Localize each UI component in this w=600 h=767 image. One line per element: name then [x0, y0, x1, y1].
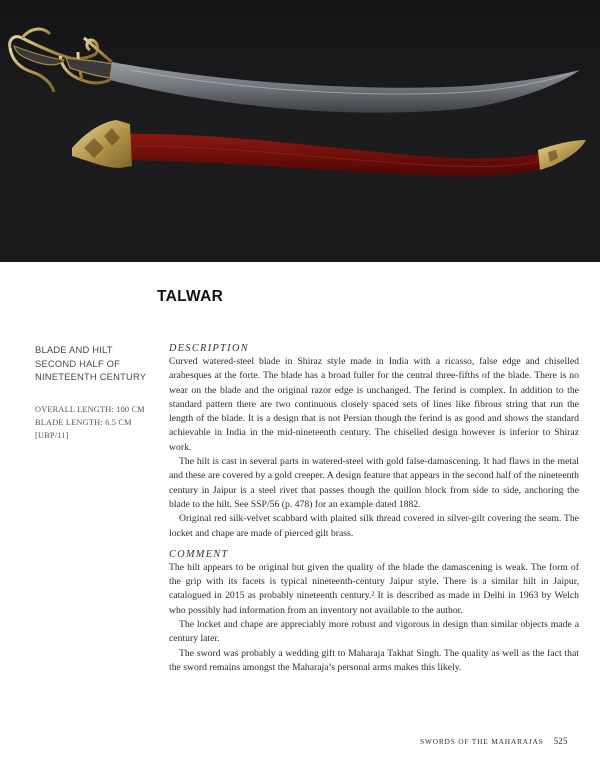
comment-paragraph: The locket and chape are appreciably more robust and vigorous in design than similar objects made a century later. [169, 619, 579, 645]
sidebar-date-heading [35, 343, 153, 384]
scabbard-locket [72, 120, 132, 168]
comment-paragraph: The sword was probably a wedding gift to Maharaja Takhat Singh. The quality as well as the fact that the sword remains amongst the Maharaja’s personal arms makes this likely. [169, 647, 579, 673]
running-head: SWORDS OF THE MAHARAJAS [420, 737, 544, 746]
description-label: DESCRIPTION [169, 343, 249, 354]
talwar-photograph [0, 0, 600, 262]
page-title: TALWAR [157, 288, 224, 305]
page-number: 525 [553, 736, 568, 746]
sidebar-heading-line: NINETEENTH CENTURY [35, 371, 147, 383]
scabbard-chape [538, 140, 586, 170]
comment-label: COMMENT [169, 548, 229, 560]
main-text [169, 343, 579, 675]
sidebar-heading-line: BLADE AND HILT [35, 344, 113, 355]
comment-paragraph: The hilt appears to be original but given the quality of the blade the damascening is weak. The form of the grip with its facets is typical nineteenth-century Jaipur style. There is a similar hilt in Jaipur, catalogued in 2015 as probably nineteenth century.² It is described as made in Delhi in 1963 by Welch who possibly had information from an inventory not available to the author. [169, 561, 579, 616]
blade-shape [110, 62, 580, 113]
blade-length: BLADE LENGTH: 6.5 CM [35, 418, 132, 427]
sword-and-scabbard-image [0, 0, 600, 262]
sidebar-measurements [35, 403, 153, 442]
description-paragraph: Curved watered-steel blade in Shiraz style made in India with a ricasso, false edge and chiselled arabesques at the forte. The blade has a broad fuller for the central three-fifths of the blade. There is no wear on the blade and the original razor edge is unchanged. The ferind is complex. In addition to the standard pattern there are two continuous closely spaced sets of lines like fibrous string that run the length of the blade. It is a design that is not Persian though the ferind is as good and shows the standard achievable in India in the mid-nineteenth century. The chiselled design however is inferior to Shiraz work. [169, 356, 579, 453]
description-paragraph: Original red silk-velvet scabbard with plaited silk thread covered in silver-gilt covering the seam. The locket and chape are made of pierced gilt brass. [169, 513, 579, 539]
catalogue-reference: [UBP/11] [35, 431, 69, 440]
description-paragraph: The hilt is cast in several parts in watered-steel with gold false-damascening. It had flaws in the metal and these are covered by a gold creeper. A design feature that appears in the second half of the nineteenth century in Jaipur is a steel rivet that passes though the quillon block from side to side, anchoring the blade to the hilt. See SSP/56 (p. 478) for an example dated 1882. [169, 456, 579, 510]
sidebar-heading-line: SECOND HALF OF [35, 357, 121, 369]
page-footer [420, 736, 570, 746]
overall-length: OVERALL LENGTH: 100 CM [35, 405, 145, 414]
scabbard-shape [122, 134, 548, 177]
